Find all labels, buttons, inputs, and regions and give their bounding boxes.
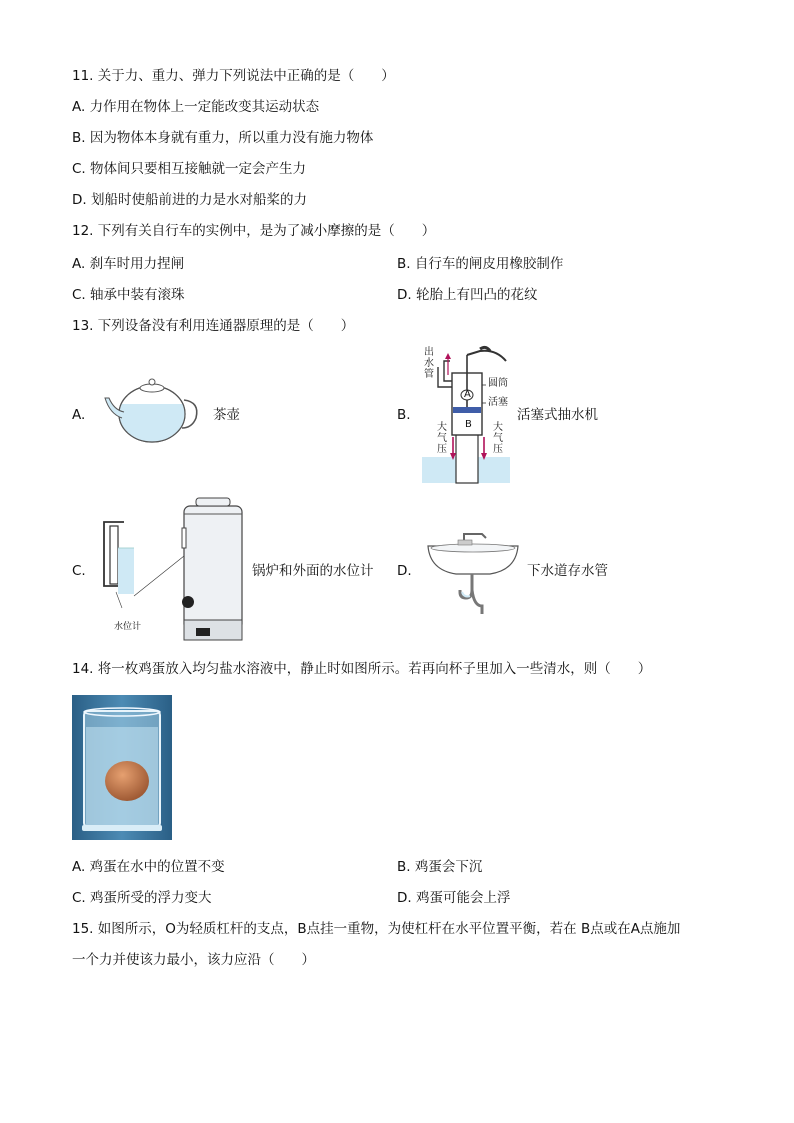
pump-label-cylinder: 圆筒 <box>488 378 508 389</box>
q11-option-b[interactable]: B. 因为物体本身就有重力，所以重力没有施力物体 <box>72 130 374 146</box>
q12-option-b[interactable]: B. 自行车的闸皮用橡胶制作 <box>397 256 564 272</box>
q13-option-b-caption: 活塞式抽水机 <box>517 407 598 423</box>
egg-beaker-photo <box>72 695 172 840</box>
q14-option-a[interactable]: A. 鸡蛋在水中的位置不变 <box>72 859 225 875</box>
pump-label-atm-right-2: 气 <box>493 433 503 444</box>
q15-stem-line-2: 一个力并使该力最小，该力应沿（ ） <box>72 952 315 968</box>
pump-label-valve-a: A <box>464 389 471 400</box>
q12-stem: 12. 下列有关自行车的实例中，是为了减小摩擦的是（ ） <box>72 223 436 239</box>
pump-label-valve-b: B <box>465 419 472 430</box>
q11-option-a[interactable]: A. 力作用在物体上一定能改变其运动状态 <box>72 99 320 115</box>
q13-option-c-caption: 锅炉和外面的水位计 <box>252 563 374 579</box>
q14-stem: 14. 将一枚鸡蛋放入均匀盐水溶液中，静止时如图所示。若再向杯子里加入一些清水，则（ ） <box>72 661 652 677</box>
q13-option-d-caption: 下水道存水管 <box>527 563 608 579</box>
q13-option-a-caption: 茶壶 <box>213 407 240 423</box>
q14-option-b[interactable]: B. 鸡蛋会下沉 <box>397 859 483 875</box>
q13-option-b-letter[interactable]: B. <box>397 407 411 423</box>
q11-stem: 11. 关于力、重力、弹力下列说法中正确的是（ ） <box>72 68 395 84</box>
water-gauge-label: 水位计 <box>114 622 142 632</box>
q13-stem: 13. 下列设备没有利用连通器原理的是（ ） <box>72 318 355 334</box>
q11-option-d[interactable]: D. 划船时使船前进的力是水对船桨的力 <box>72 192 307 208</box>
q11-option-c[interactable]: C. 物体间只要相互接触就一定会产生力 <box>72 161 307 177</box>
q13-option-a-letter[interactable]: A. <box>72 407 86 423</box>
pump-label-atm-left-3: 压 <box>437 444 447 455</box>
teapot-figure <box>102 374 206 446</box>
q14-option-c[interactable]: C. 鸡蛋所受的浮力变大 <box>72 890 212 906</box>
pump-label-outlet-1: 出 <box>424 347 434 358</box>
pump-label-atm-right-3: 压 <box>493 444 503 455</box>
q13-option-c-letter[interactable]: C. <box>72 563 86 579</box>
q13-option-d-letter[interactable]: D. <box>397 563 412 579</box>
pump-label-outlet-2: 水 <box>424 358 434 369</box>
pump-label-atm-left-1: 大 <box>437 422 447 433</box>
sink-trap-figure <box>424 526 522 614</box>
pump-label-atm-right-1: 大 <box>493 422 503 433</box>
q12-option-d[interactable]: D. 轮胎上有凹凸的花纹 <box>397 287 538 303</box>
q14-option-d[interactable]: D. 鸡蛋可能会上浮 <box>397 890 511 906</box>
pump-label-piston: 活塞 <box>488 397 508 408</box>
pump-label-atm-left-2: 气 <box>437 433 447 444</box>
pump-label-outlet-3: 管 <box>424 369 434 380</box>
q15-stem-line-1: 15. 如图所示，O为轻质杠杆的支点，B点挂一重物，为使杠杆在水平位置平衡，若在 B点或在A点施加 <box>72 921 681 937</box>
piston-pump-figure <box>420 345 516 485</box>
q12-option-a[interactable]: A. 刹车时用力捏闸 <box>72 256 185 272</box>
q12-option-c[interactable]: C. 轴承中装有滚珠 <box>72 287 185 303</box>
